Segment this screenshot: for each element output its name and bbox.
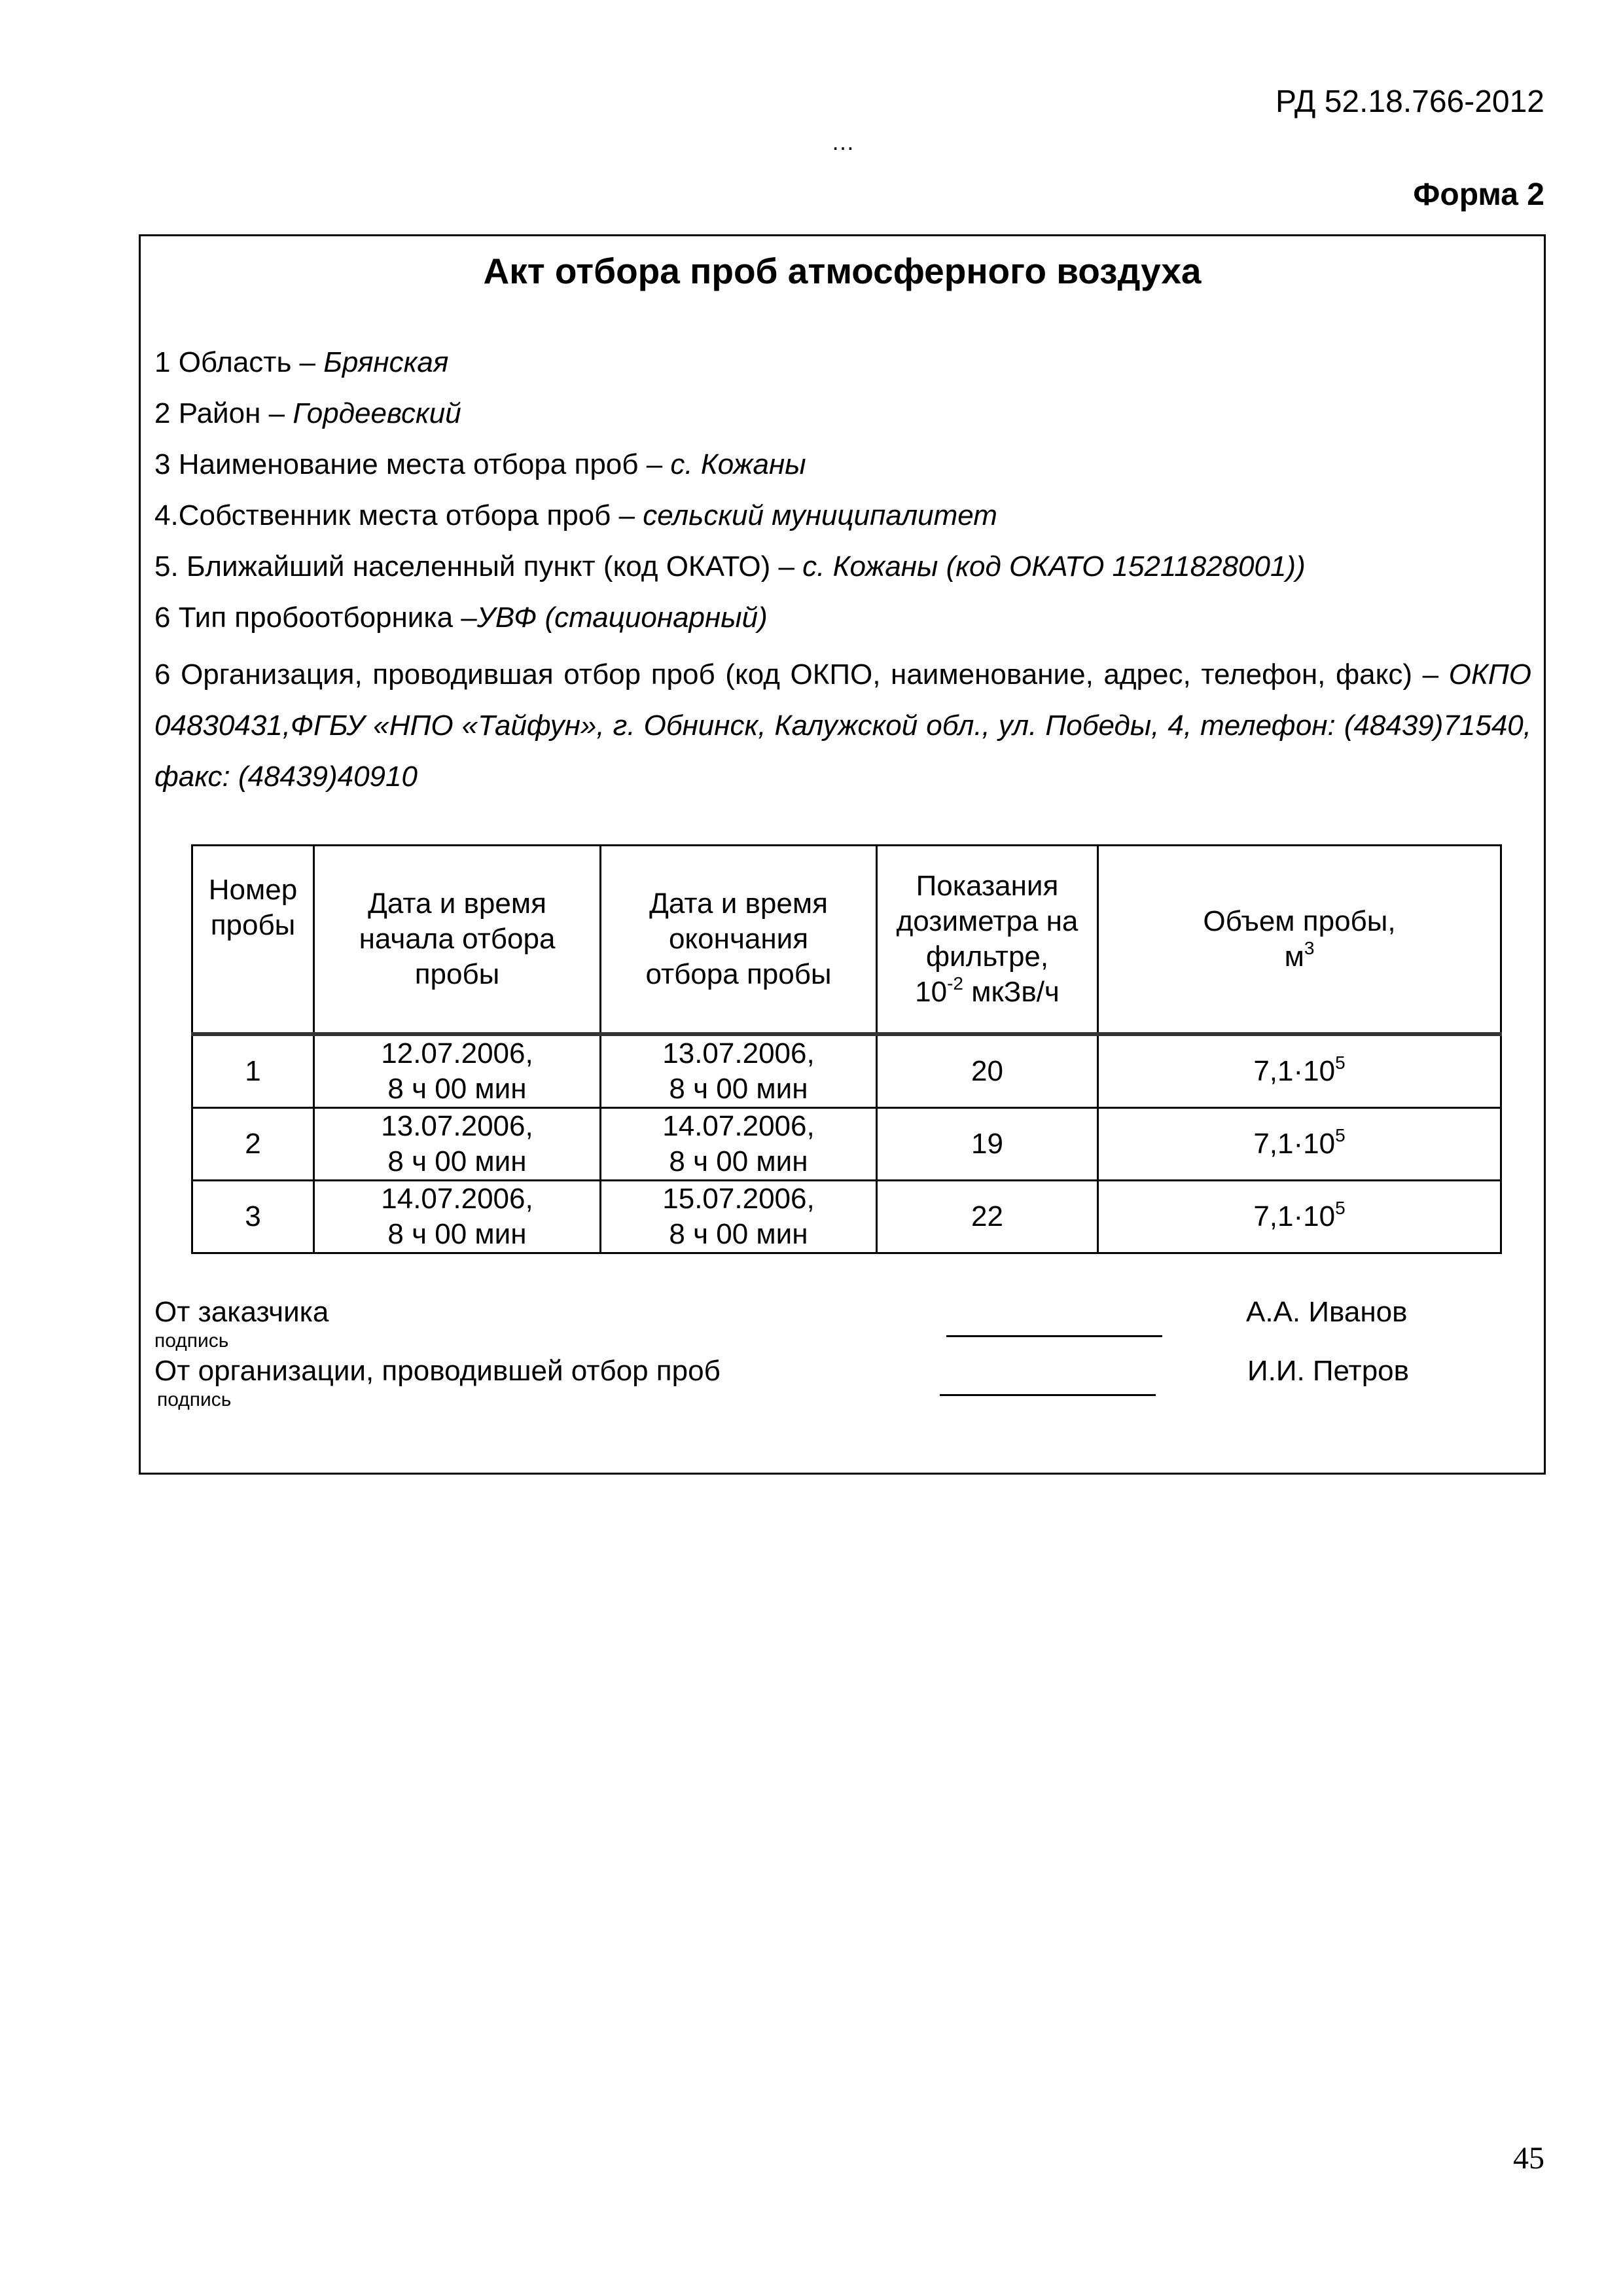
field-label: 6 Организация, проводившая отбор проб (код ОКПО, наименование, адрес, телефон, факс) –	[154, 658, 1449, 691]
document-code: РД 52.18.766-2012	[1275, 84, 1544, 119]
header-dosimeter-reading: Показания дозиметра на фильтре, $10^{-2}$ мкЗв/ч	[877, 846, 1098, 1035]
cell-number: 2	[192, 1108, 314, 1181]
field-value: ОКПО 04830431,ФГБУ «НПО «Тайфун», г. Обнинск, Калужской обл., ул. Победы, 4, телефон: (48439)71540, факс: (48439)40910	[154, 658, 1531, 793]
cell-end: 15.07.2006, 8 ч 00 мин	[601, 1181, 877, 1253]
field-label: 6 Тип пробоотборника –	[154, 601, 477, 634]
field-value: Гордеевский	[293, 397, 461, 429]
signature-line-organization	[940, 1394, 1156, 1396]
field-value: сельский муниципалитет	[643, 499, 997, 531]
signature-caption-organization: подпись	[157, 1389, 232, 1410]
table-row	[192, 1034, 1501, 1108]
header-end-datetime: Дата и время окончания отбора пробы	[601, 846, 877, 1035]
field-value: Брянская	[323, 346, 449, 378]
header-sample-volume: Объем пробы, $м^3$	[1098, 846, 1501, 1035]
cell-end: 14.07.2006, 8 ч 00 мин	[601, 1108, 877, 1181]
samples-table	[191, 844, 1502, 1254]
field-owner	[154, 497, 997, 534]
field-label: 3 Наименование места отбора проб –	[154, 448, 671, 480]
field-organization	[154, 649, 1531, 802]
page-number: 45	[1513, 2141, 1544, 2176]
field-label: 2 Район –	[154, 397, 293, 429]
header-start-datetime: Дата и время начала отбора пробы	[314, 846, 601, 1035]
form-label: Форма 2	[1413, 177, 1544, 212]
header-sample-number: Номер пробы	[192, 846, 314, 1035]
cell-volume: $7,1\cdot 10^5$	[1098, 1108, 1501, 1181]
cell-volume: $7,1\cdot 10^5$	[1098, 1034, 1501, 1108]
cell-number: 1	[192, 1034, 314, 1108]
cell-end: 13.07.2006, 8 ч 00 мин	[601, 1034, 877, 1108]
field-nearest-settlement	[154, 548, 1306, 585]
table-header-row	[192, 846, 1501, 1035]
cell-dose: 22	[877, 1181, 1098, 1253]
ellipsis-mark: …	[831, 128, 855, 155]
cell-dose: 20	[877, 1034, 1098, 1108]
signature-caption-customer: подпись	[154, 1330, 229, 1352]
signature-role-organization: От организации, проводившей отбор проб	[154, 1355, 721, 1387]
field-label: 5. Ближайший населенный пункт (код ОКАТО) –	[154, 550, 803, 583]
field-district	[154, 395, 461, 432]
table-row	[192, 1181, 1501, 1253]
cell-volume: $7,1\cdot 10^5$	[1098, 1181, 1501, 1253]
field-value: с. Кожаны (код ОКАТО 15211828001))	[802, 550, 1306, 583]
signature-line-customer	[946, 1335, 1162, 1337]
signature-name-organization: И.И. Петров	[1247, 1355, 1410, 1387]
cell-start: 12.07.2006, 8 ч 00 мин	[314, 1034, 601, 1108]
signature-name-customer: А.А. Иванов	[1246, 1296, 1408, 1328]
field-sampling-place	[154, 446, 806, 483]
cell-start: 14.07.2006, 8 ч 00 мин	[314, 1181, 601, 1253]
field-region	[154, 344, 448, 381]
act-title: Акт отбора проб атмосферного воздуха	[483, 251, 1202, 291]
field-label: 4.Собственник места отбора проб –	[154, 499, 643, 531]
cell-number: 3	[192, 1181, 314, 1253]
field-value: с. Кожаны	[670, 448, 806, 480]
cell-dose: 19	[877, 1108, 1098, 1181]
table-row	[192, 1108, 1501, 1181]
cell-start: 13.07.2006, 8 ч 00 мин	[314, 1108, 601, 1181]
signature-role-customer: От заказчика	[154, 1296, 329, 1328]
field-value: УВФ (стационарный)	[476, 601, 768, 634]
field-sampler-type	[154, 600, 768, 636]
field-label: 1 Область –	[154, 346, 324, 378]
